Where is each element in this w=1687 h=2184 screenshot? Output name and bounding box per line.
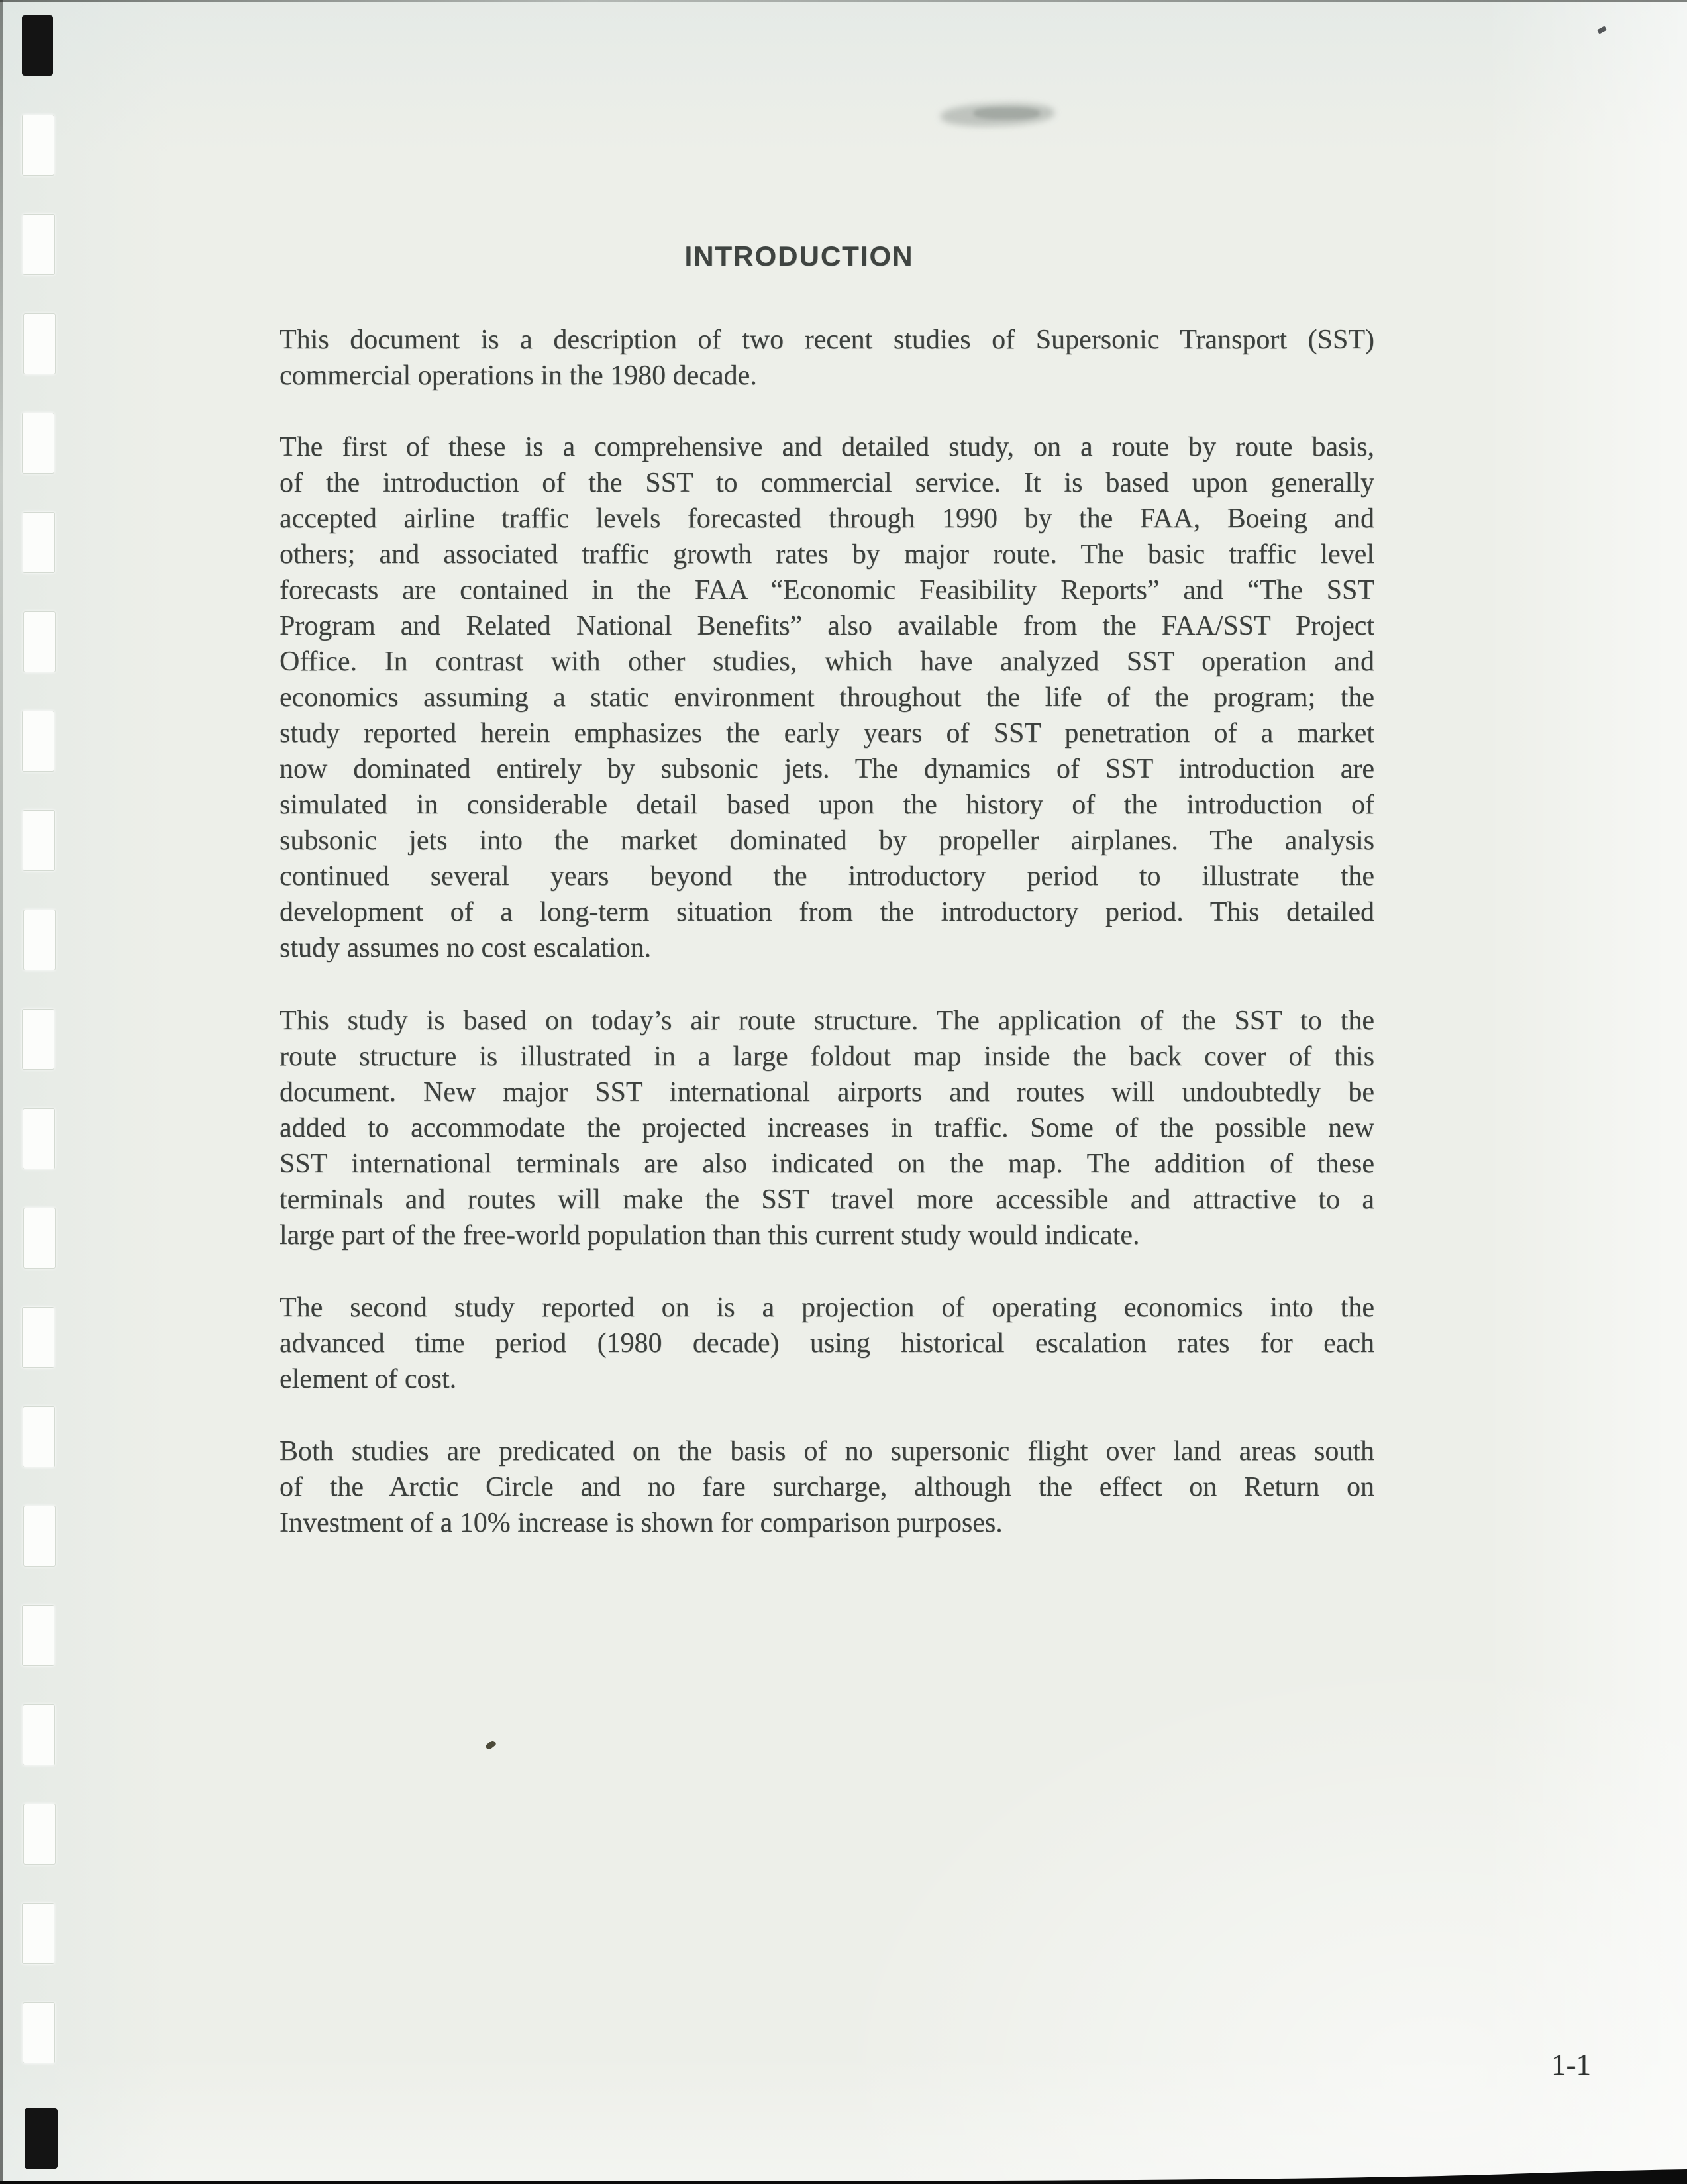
binding-hole (22, 413, 54, 474)
page-title: INTRODUCTION (684, 240, 914, 272)
scan-edge-left (0, 0, 3, 2184)
paragraph (280, 1433, 1374, 1541)
page-number: 1-1 (1551, 2048, 1591, 2081)
text-line: subsonic jets into the market dominated by propeller airplanes. The analysis (280, 825, 1374, 856)
text-line: forecasts are contained in the FAA “Economic Feasibility Reports” and “The SST (280, 575, 1374, 605)
binding-hole (23, 214, 55, 275)
text-line: large part of the free-world population than this current study would indicate. (280, 1220, 1140, 1251)
text-line: continued several years beyond the introductory period to illustrate the (280, 861, 1374, 892)
text-line: Office. In contrast with other studies, which have analyzed SST operation and (280, 647, 1374, 677)
text-line: of the introduction of the SST to commercial service. It is based upon generally (280, 468, 1374, 498)
binding-hole (23, 1208, 56, 1269)
text-line: simulated in considerable detail based upon the history of the introduction of (280, 790, 1374, 820)
text-line: terminals and routes will make the SST travel more accessible and attractive to a (280, 1184, 1374, 1215)
text-line: accepted airline traffic levels forecasted through 1990 by the FAA, Boeing and (280, 503, 1374, 534)
binding-hole (23, 810, 55, 871)
text-line: advanced time period (1980 decade) using historical escalation rates for each (280, 1328, 1374, 1359)
binding-hole (22, 1605, 54, 1666)
paragraph (280, 322, 1374, 393)
binding-hole (22, 1903, 54, 1964)
binding-hole (23, 1704, 55, 1765)
text-line: development of a long-term situation from the introductory period. This detailed (280, 897, 1374, 927)
text-line: added to accommodate the projected increases in traffic. Some of the possible new (280, 1113, 1374, 1143)
ink-speck (1597, 26, 1607, 34)
binding-hole (23, 1506, 56, 1567)
text-line: now dominated entirely by subsonic jets. The dynamics of SST introduction are (280, 754, 1374, 784)
binding-hole (22, 115, 54, 176)
binding-hole (23, 313, 56, 374)
text-line: Both studies are predicated on the basis of no supersonic flight over land areas south (280, 1436, 1374, 1467)
binding-mark-top (22, 15, 53, 76)
scan-edge-top (0, 0, 1687, 2)
text-line: This study is based on today’s air route structure. The application of the SST to the (280, 1006, 1374, 1036)
text-line: Investment of a 10% increase is shown for comparison purposes. (280, 1508, 1003, 1538)
text-line: study reported herein emphasizes the early years of SST penetration of a market (280, 718, 1374, 749)
text-line: document. New major SST international airports and routes will undoubtedly be (280, 1077, 1374, 1108)
binding-mark-bottom (25, 2108, 58, 2169)
text-line: commercial operations in the 1980 decade. (280, 360, 757, 391)
paragraph (280, 1290, 1374, 1397)
binding-hole (23, 1108, 55, 1169)
binding-hole (22, 1307, 54, 1368)
text-line: element of cost. (280, 1364, 457, 1394)
text-line: This document is a description of two recent studies of Supersonic Transport (SST) (280, 325, 1374, 355)
text-line: route structure is illustrated in a large foldout map inside the back cover of this (280, 1041, 1374, 1072)
text-line: The first of these is a comprehensive and detailed study, on a route by route basis, (280, 432, 1374, 462)
stray-apostrophe-mark (485, 1740, 497, 1751)
binding-hole (23, 2002, 55, 2063)
text-line: The second study reported on is a projection of operating economics into the (280, 1292, 1374, 1323)
text-line: Program and Related National Benefits” also available from the FAA/SST Project (280, 611, 1374, 641)
binding-hole (22, 1009, 54, 1070)
text-line: others; and associated traffic growth rates by major route. The basic traffic level (280, 539, 1374, 570)
binding-hole (23, 1406, 55, 1467)
binding-hole (23, 910, 56, 970)
text-line: study assumes no cost escalation. (280, 933, 652, 963)
paragraph (280, 429, 1374, 966)
bleedthrough-smudge-core (974, 107, 1040, 119)
text-line: of the Arctic Circle and no fare surcharge, although the effect on Return on (280, 1472, 1374, 1502)
binding-hole (22, 711, 54, 772)
binding-hole (23, 611, 56, 672)
text-line: SST international terminals are also indicated on the map. The addition of these (280, 1149, 1374, 1179)
paragraph (280, 1003, 1374, 1253)
text-line: economics assuming a static environment throughout the life of the program; the (280, 682, 1374, 713)
scan-edge-bottom (0, 2161, 1687, 2184)
binding-hole (23, 512, 55, 573)
binding-hole (23, 1804, 56, 1865)
